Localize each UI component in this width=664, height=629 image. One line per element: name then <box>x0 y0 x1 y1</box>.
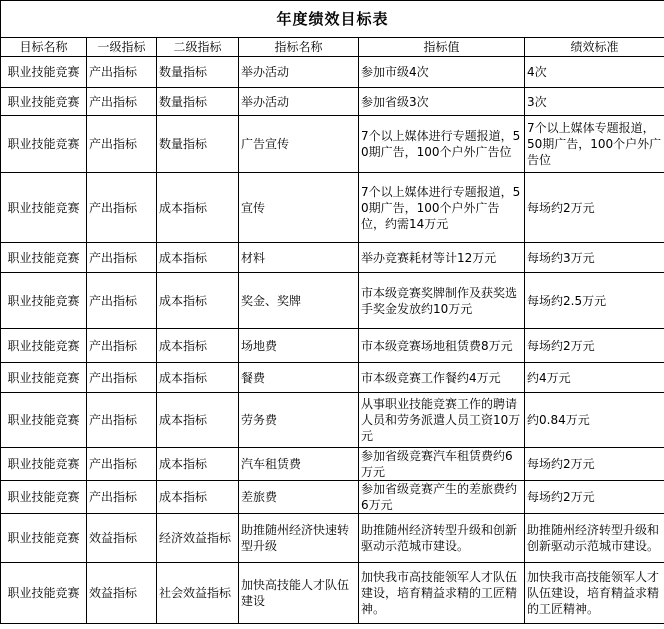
indicator-value-cell: 参加省级竞赛汽车租赁费约6万元 <box>359 448 525 481</box>
performance-standard-cell: 7个以上媒体专题报道，50期广告，100个户外广告位 <box>525 116 664 173</box>
indicator-value-cell: 助推随州经济转型升级和创新驱动示范城市建设。 <box>359 514 525 563</box>
level1-cell: 产出指标 <box>87 481 157 514</box>
level1-cell: 效益指标 <box>87 514 157 563</box>
goal-cell: 职业技能竞赛 <box>1 273 87 329</box>
level1-cell: 产出指标 <box>87 243 157 273</box>
level2-cell: 社会效益指标 <box>157 563 239 624</box>
goal-cell: 职业技能竞赛 <box>1 116 87 173</box>
level2-cell: 数量指标 <box>157 88 239 116</box>
table-row <box>1 363 664 393</box>
level1-cell: 产出指标 <box>87 57 157 88</box>
indicator-value-cell: 市本级竞赛奖牌制作及获奖选手奖金发放约10万元 <box>359 273 525 329</box>
indicator-name-cell: 差旅费 <box>239 481 359 514</box>
level1-cell: 产出指标 <box>87 173 157 243</box>
level1-cell: 产出指标 <box>87 448 157 481</box>
indicator-value-cell: 从事职业技能竞赛工作的聘请人员和劳务派遣人员工资10万元 <box>359 393 525 448</box>
level2-cell: 数量指标 <box>157 116 239 173</box>
level2-cell: 成本指标 <box>157 448 239 481</box>
header-performance-standard: 绩效标准 <box>525 38 664 57</box>
header-row <box>1 38 664 57</box>
indicator-name-cell: 助推随州经济快速转型升级 <box>239 514 359 563</box>
level2-cell: 成本指标 <box>157 243 239 273</box>
level1-cell: 效益指标 <box>87 563 157 624</box>
level2-cell: 成本指标 <box>157 329 239 363</box>
indicator-name-cell: 举办活动 <box>239 57 359 88</box>
level2-cell: 成本指标 <box>157 481 239 514</box>
indicator-name-cell: 广告宣传 <box>239 116 359 173</box>
level2-cell: 成本指标 <box>157 173 239 243</box>
indicator-name-cell: 汽车租赁费 <box>239 448 359 481</box>
indicator-value-cell: 举办竞赛耗材等计12万元 <box>359 243 525 273</box>
table-row <box>1 393 664 448</box>
table-row <box>1 57 664 88</box>
header-level2: 二级指标 <box>157 38 239 57</box>
performance-standard-cell: 3次 <box>525 88 664 116</box>
header-goal: 目标名称 <box>1 38 87 57</box>
level1-cell: 产出指标 <box>87 363 157 393</box>
goal-cell: 职业技能竞赛 <box>1 57 87 88</box>
performance-standard-cell: 4次 <box>525 57 664 88</box>
table-row <box>1 273 664 329</box>
performance-standard-cell: 约4万元 <box>525 363 664 393</box>
goal-cell: 职业技能竞赛 <box>1 88 87 116</box>
goal-cell: 职业技能竞赛 <box>1 393 87 448</box>
goal-cell: 职业技能竞赛 <box>1 243 87 273</box>
table-row <box>1 563 664 624</box>
level1-cell: 产出指标 <box>87 393 157 448</box>
table-row <box>1 448 664 481</box>
goal-cell: 职业技能竞赛 <box>1 514 87 563</box>
table-row <box>1 88 664 116</box>
performance-standard-cell: 每场约2.5万元 <box>525 273 664 329</box>
level2-cell: 成本指标 <box>157 393 239 448</box>
performance-standard-cell: 助推随州经济转型升级和创新驱动示范城市建设。 <box>525 514 664 563</box>
performance-standard-cell: 每场约2万元 <box>525 481 664 514</box>
indicator-value-cell: 参加省级3次 <box>359 88 525 116</box>
level2-cell: 成本指标 <box>157 363 239 393</box>
goal-cell: 职业技能竞赛 <box>1 481 87 514</box>
table-title: 年度绩效目标表 <box>1 1 664 38</box>
indicator-value-cell: 市本级竞赛场地租赁费8万元 <box>359 329 525 363</box>
performance-standard-cell: 约0.84万元 <box>525 393 664 448</box>
level1-cell: 产出指标 <box>87 88 157 116</box>
level2-cell: 经济效益指标 <box>157 514 239 563</box>
performance-standard-cell: 每场约2万元 <box>525 329 664 363</box>
indicator-value-cell: 参加市级4次 <box>359 57 525 88</box>
indicator-name-cell: 加快高技能人才队伍建设 <box>239 563 359 624</box>
level1-cell: 产出指标 <box>87 329 157 363</box>
header-level1: 一级指标 <box>87 38 157 57</box>
goal-cell: 职业技能竞赛 <box>1 448 87 481</box>
table-row <box>1 116 664 173</box>
header-indicator-value: 指标值 <box>359 38 525 57</box>
indicator-name-cell: 宣传 <box>239 173 359 243</box>
indicator-value-cell: 7个以上媒体进行专题报道，50期广告，100个户外广告位 <box>359 116 525 173</box>
goal-cell: 职业技能竞赛 <box>1 363 87 393</box>
indicator-name-cell: 餐费 <box>239 363 359 393</box>
level1-cell: 产出指标 <box>87 273 157 329</box>
table-row <box>1 481 664 514</box>
indicator-value-cell: 加快我市高技能领军人才队伍建设，培育精益求精的工匠精神。 <box>359 563 525 624</box>
performance-standard-cell: 每场约2万元 <box>525 173 664 243</box>
table-row <box>1 173 664 243</box>
performance-standard-cell: 每场约2万元 <box>525 448 664 481</box>
header-indicator-name: 指标名称 <box>239 38 359 57</box>
level2-cell: 成本指标 <box>157 273 239 329</box>
level2-cell: 数量指标 <box>157 57 239 88</box>
table-row <box>1 514 664 563</box>
goal-cell: 职业技能竞赛 <box>1 173 87 243</box>
indicator-name-cell: 劳务费 <box>239 393 359 448</box>
indicator-name-cell: 奖金、奖牌 <box>239 273 359 329</box>
indicator-name-cell: 场地费 <box>239 329 359 363</box>
performance-standard-cell: 加快我市高技能领军人才队伍建设，培育精益求精的工匠精神。 <box>525 563 664 624</box>
goal-cell: 职业技能竞赛 <box>1 329 87 363</box>
table-row <box>1 329 664 363</box>
indicator-value-cell: 参加省级竞赛产生的差旅费约6万元 <box>359 481 525 514</box>
performance-standard-cell: 每场约3万元 <box>525 243 664 273</box>
indicator-value-cell: 市本级竞赛工作餐约4万元 <box>359 363 525 393</box>
indicator-value-cell: 7个以上媒体进行专题报道，50期广告，100个户外广告位，约需14万元 <box>359 173 525 243</box>
table-row <box>1 243 664 273</box>
level1-cell: 产出指标 <box>87 116 157 173</box>
indicator-name-cell: 材料 <box>239 243 359 273</box>
indicator-name-cell: 举办活动 <box>239 88 359 116</box>
goal-cell: 职业技能竞赛 <box>1 563 87 624</box>
